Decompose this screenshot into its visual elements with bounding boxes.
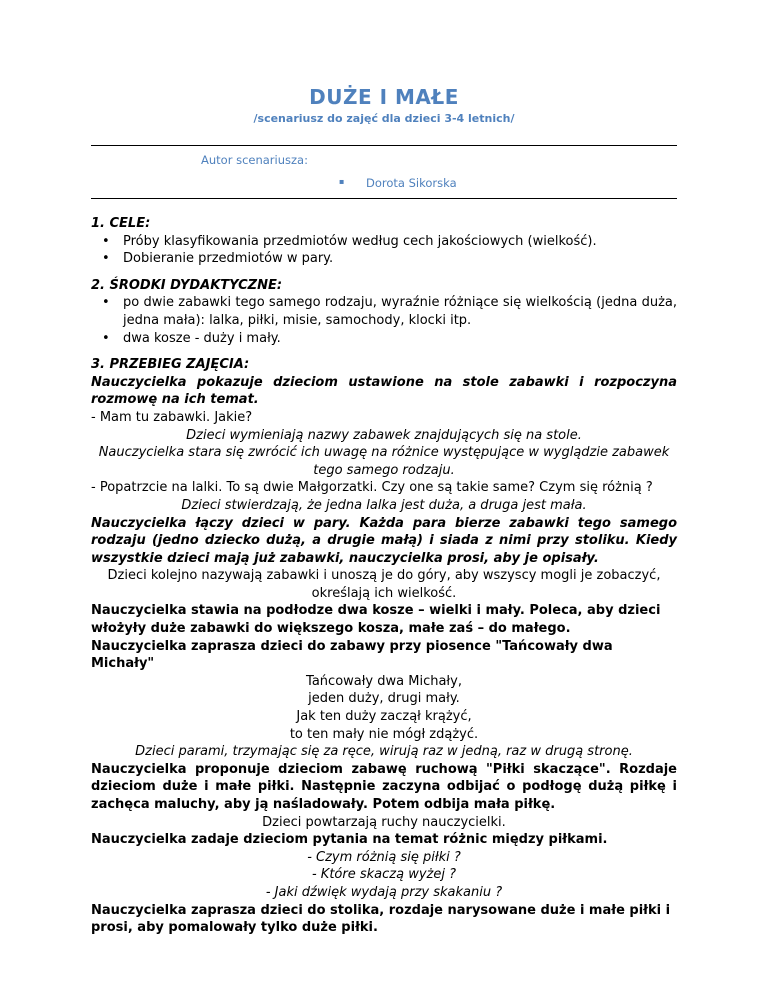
materials-list [91, 294, 677, 347]
list-item: • dwa kosze - duży i mały. [91, 330, 677, 348]
question-line: - Które skaczą wyżej ? [311, 867, 456, 883]
top-divider [91, 145, 677, 146]
paragraph: Dzieci parami, trzymając się za ręce, wirują raz w jedną, raz w drugą stronę. [135, 744, 633, 760]
section-heading-materials: 2. ŚRODKI DYDAKTYCZNE: [91, 277, 283, 293]
song-line: to ten mały nie mógł zdążyć. [289, 726, 479, 742]
paragraph: Nauczycielka stara się zwrócić ich uwagę na różnice występujące w wyglądzie zabawek tego samego rodzaju. [98, 445, 670, 478]
author-label: Autor scenariusza: [201, 153, 308, 167]
list-item: • Próby klasyfikowania przedmiotów według cech jakościowych (wielkość). [91, 233, 677, 251]
song-line: jeden duży, drugi mały. [308, 691, 460, 707]
paragraph: Nauczycielka proponuje dzieciom zabawę ruchową "Piłki skaczące". Rozdaje dzieciom duże i małe piłki. Następnie zaczyna odbijać o podłogę dużą piłkę i zachęca maluchy, aby ją naśladowały. Potem odbija mała piłkę. [91, 761, 677, 812]
document-title: DUŻE I MAŁE [309, 85, 459, 109]
paragraph: Dzieci wymieniają nazwy zabawek znajdujących się na stole. [186, 427, 582, 443]
square-bullet-icon: ▪ [339, 177, 345, 186]
question-line: - Jaki dźwięk wydają przy skakaniu ? [265, 884, 503, 900]
document-body [91, 215, 677, 937]
list-item: • Dobieranie przedmiotów w pary. [91, 250, 677, 268]
paragraph: Nauczycielka zaprasza dzieci do stolika, rozdaje narysowane duże i małe piłki i prosi, aby pomalowały tylko duże piłki. [91, 902, 671, 936]
paragraph: Dzieci powtarzają ruchy nauczycielki. [262, 814, 506, 830]
song-line: Tańcowały dwa Michały, [306, 673, 462, 689]
question-line: - Czym różnią się piłki ? [307, 849, 461, 865]
paragraph: Nauczycielka zaprasza dzieci do zabawy przy piosence "Tańcowały dwa Michały" [91, 638, 613, 672]
paragraph: Nauczycielka stawia na podłodze dwa kosze – wielki i mały. Poleca, aby dzieci włożyły duże zabawki do większego kosza, małe zaś – do małego. [91, 603, 661, 637]
paragraph: Nauczycielka zadaje dzieciom pytania na temat różnic między piłkami. [91, 832, 608, 848]
paragraph: - Popatrzcie na lalki. To są dwie Małgorzatki. Czy one są takie same? Czym się różnią ? [91, 480, 653, 496]
paragraph: Nauczycielka łączy dzieci w pary. Każda para bierze zabawki tego samego rodzaju (jedno dziecko dużą, a drugie małą) i siada z nimi przy stoliku. Kiedy wszystkie dzieci mają już zabawki, nauczycielka prosi, aby je opisały. [91, 515, 677, 566]
paragraph: Dzieci kolejno nazywają zabawki i unoszą je do góry, aby wszyscy mogli je zobaczyć, określają ich wielkość. [107, 568, 661, 601]
song-line: Jak ten duży zaczął krążyć, [296, 709, 472, 725]
bottom-divider [91, 198, 677, 199]
section-heading-procedure: 3. PRZEBIEG ZAJĘCIA: [91, 357, 250, 373]
document-subtitle: /scenariusz do zajęć dla dzieci 3-4 letnich/ [253, 112, 515, 125]
goals-list [91, 233, 677, 268]
paragraph: Dzieci stwierdzają, że jedna lalka jest duża, a druga jest mała. [181, 497, 587, 513]
list-item: • po dwie zabawki tego samego rodzaju, wyraźnie różniące się wielkością (jedna duża, jedna mała): lalka, piłki, misie, samochody, klocki itp. [91, 294, 677, 329]
section-heading-goals: 1. CELE: [91, 216, 151, 231]
paragraph: Nauczycielka pokazuje dzieciom ustawione na stole zabawki i rozpoczyna rozmowę na ich temat. [91, 374, 677, 408]
author-name: Dorota Sikorska [366, 176, 457, 190]
paragraph: - Mam tu zabawki. Jakie? [91, 409, 253, 425]
